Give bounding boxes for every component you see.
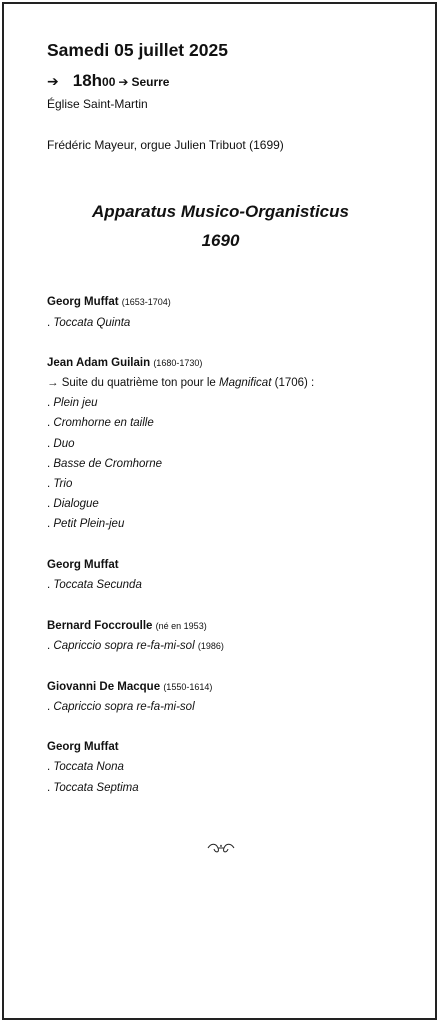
arrow-right-icon: ➔: [47, 73, 59, 89]
concert-time-location: [47, 71, 169, 91]
performer-line: Frédéric Mayeur, orgue Julien Tribuot (1699): [47, 138, 284, 152]
composer-name: Georg Muffat: [47, 559, 119, 571]
movement-item: . Duo: [47, 438, 75, 450]
programme-title: Apparatus Musico-Organisticus: [92, 202, 349, 221]
composer-dates: (né en 1953): [155, 621, 207, 631]
composer-heading: [47, 357, 202, 369]
arrow-right-icon: ➔: [118, 75, 129, 89]
movement-item: . Plein jeu: [47, 397, 98, 409]
ornament-icon: [0, 842, 441, 857]
concert-hour: 18h: [72, 71, 103, 90]
composer-name: Georg Muffat: [47, 741, 119, 753]
movement-item: . Cromhorne en taille: [47, 417, 154, 429]
concert-minutes: 00: [102, 75, 116, 89]
work-item: . Capriccio sopra re-fa-mi-sol (1986): [47, 640, 224, 652]
work-item: . Capriccio sopra re-fa-mi-sol: [47, 701, 195, 713]
movement-item: . Basse de Cromhorne: [47, 458, 163, 470]
work-item: . Toccata Secunda: [47, 579, 142, 591]
work-title: Toccata Quinta: [53, 317, 131, 329]
concert-city: Seurre: [131, 75, 170, 89]
movement-item: . Dialogue: [47, 498, 99, 510]
composer-heading: [47, 681, 212, 693]
concert-date: Samedi 05 juillet 2025: [47, 40, 228, 60]
composer-dates: (1653-1704): [121, 297, 171, 307]
programme-year: 1690: [201, 231, 240, 250]
work-item: . Toccata Septima: [47, 782, 139, 794]
composer-dates: (1680-1730): [153, 358, 203, 368]
suite-heading: → Suite du quatrième ton pour le Magnificat (1706) :: [47, 377, 315, 389]
composer-heading: [47, 559, 119, 571]
movement-item: . Petit Plein-jeu: [47, 518, 125, 530]
composer-dates: (1550-1614): [163, 682, 213, 692]
composer-name: Bernard Foccroulle: [47, 620, 153, 632]
composer-name: Georg Muffat: [47, 296, 119, 308]
composer-heading: [47, 296, 171, 308]
composer-name: Jean Adam Guilain: [47, 357, 151, 369]
concert-venue: Église Saint-Martin: [47, 97, 148, 111]
composer-heading: [47, 741, 119, 753]
page-border: [2, 2, 437, 1020]
work-item: . Toccata Nona: [47, 761, 124, 773]
work-item: . Toccata Quinta: [47, 317, 131, 329]
composer-heading: [47, 620, 207, 632]
composer-name: Giovanni De Macque: [47, 681, 161, 693]
movement-item: . Trio: [47, 478, 73, 490]
